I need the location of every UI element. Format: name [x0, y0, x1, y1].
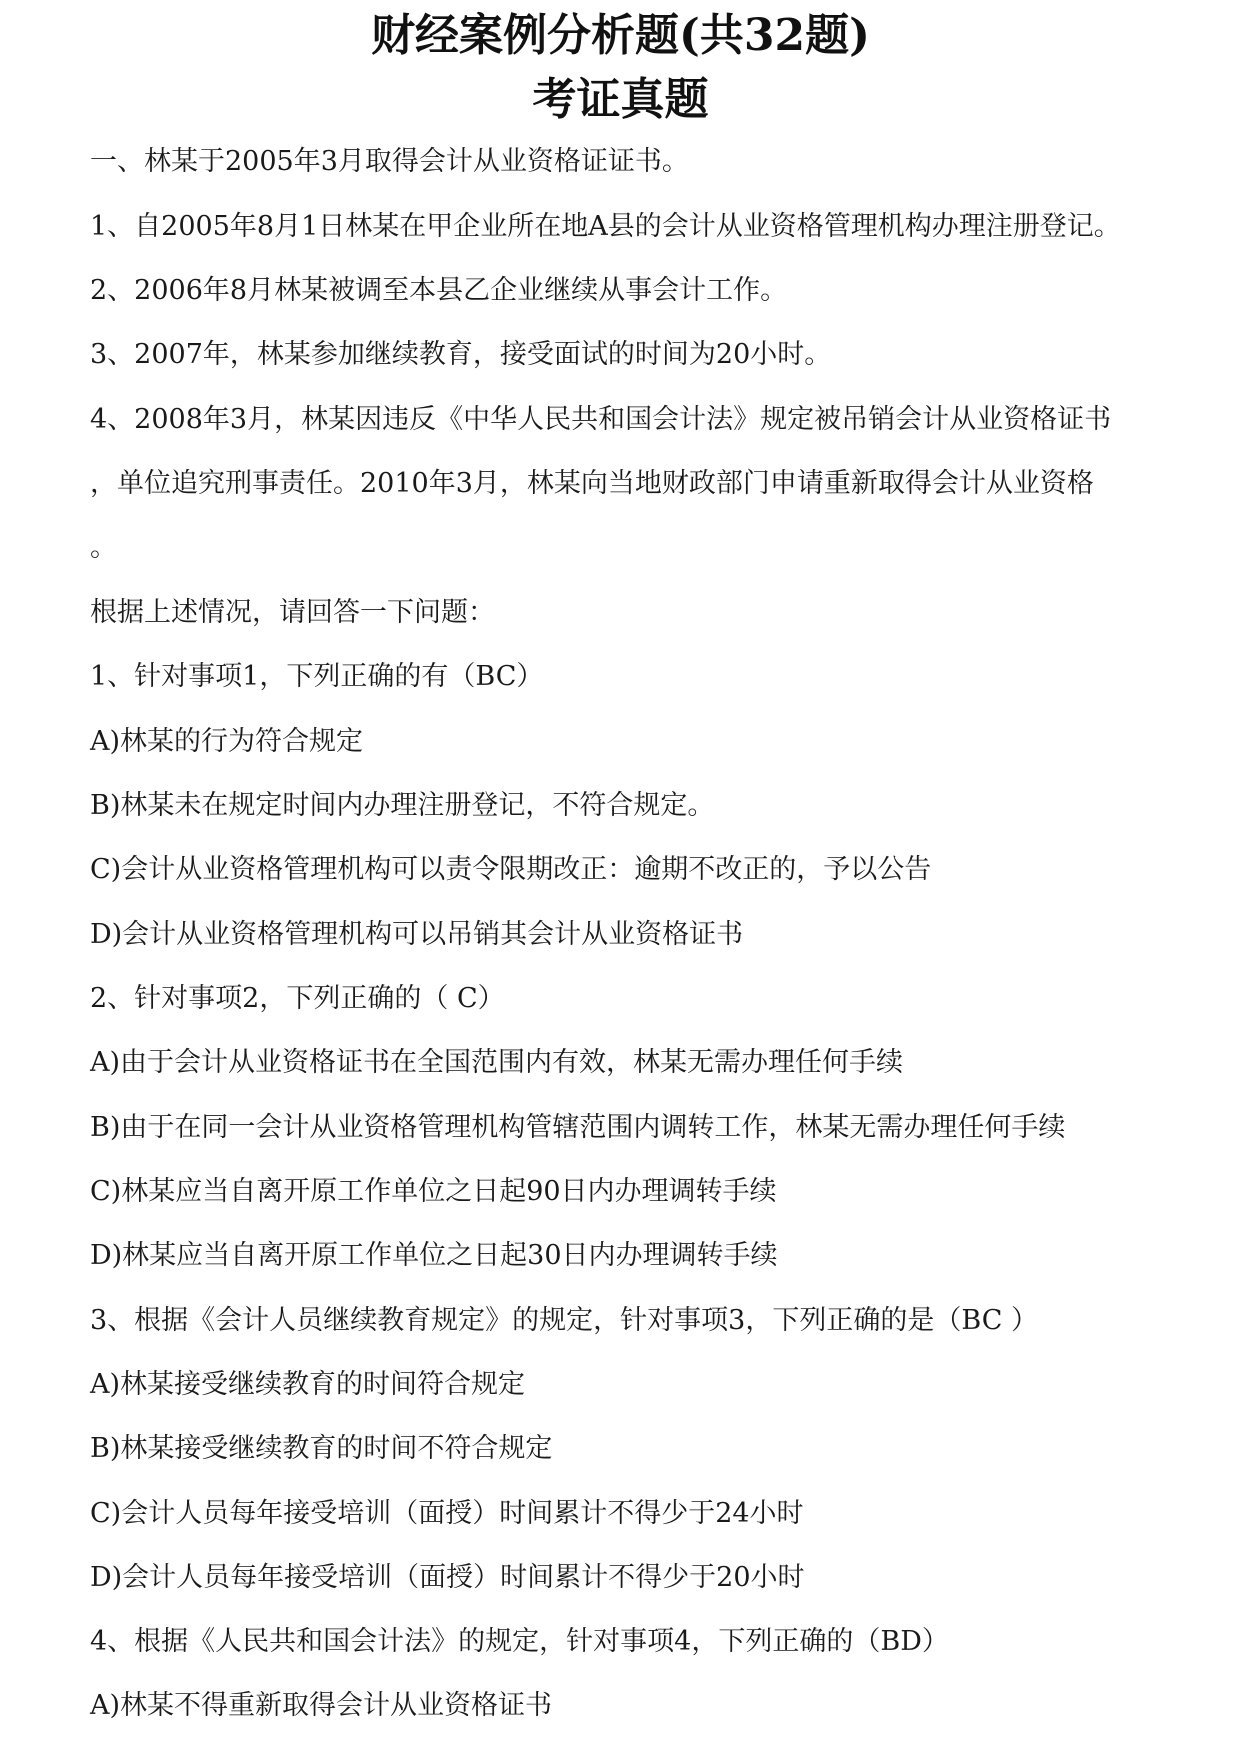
- question-3-option-c: C)会计人员每年接受培训（面授）时间累计不得少于24小时: [90, 1498, 804, 1529]
- question-3-option-b: B)林某接受继续教育的时间不符合规定: [90, 1433, 553, 1464]
- case-intro: 一、林某于2005年3月取得会计从业资格证证书。: [90, 146, 689, 177]
- document-subtitle: 考证真题: [532, 74, 709, 125]
- case-item-4-continued: ，单位追究刑事责任。2010年3月，林某向当地财政部门申请重新取得会计从业资格: [90, 468, 1094, 499]
- question-2-option-d: D)林某应当自离开原工作单位之日起30日内办理调转手续: [90, 1240, 778, 1271]
- question-2-option-b: B)由于在同一会计从业资格管理机构管辖范围内调转工作，林某无需办理任何手续: [90, 1112, 1066, 1143]
- document-title: 财经案例分析题(共32题): [371, 10, 870, 61]
- question-2-option-a: A)由于会计从业资格证书在全国范围内有效，林某无需办理任何手续: [90, 1047, 904, 1078]
- case-item-4: 4、2008年3月，林某因违反《中华人民共和国会计法》规定被吊销会计从业资格证书: [90, 404, 1112, 435]
- question-2-option-c: C)林某应当自离开原工作单位之日起90日内办理调转手续: [90, 1176, 777, 1207]
- case-item-2: 2、2006年8月林某被调至本县乙企业继续从事会计工作。: [90, 275, 788, 306]
- question-1-option-c: C)会计从业资格管理机构可以责令限期改正：逾期不改正的，予以公告: [90, 854, 932, 885]
- question-4-option-a: A)林某不得重新取得会计从业资格证书: [90, 1690, 553, 1721]
- question-4: 4、根据《人民共和国会计法》的规定，针对事项4，下列正确的（BD）: [90, 1626, 949, 1657]
- case-item-1: 1、自2005年8月1日林某在甲企业所在地A县的会计从业资格管理机构办理注册登记。: [90, 211, 1121, 242]
- question-prompt: 根据上述情况，请回答一下问题：: [90, 597, 495, 628]
- question-1-option-a: A)林某的行为符合规定: [90, 726, 364, 757]
- question-3: 3、根据《会计人员继续教育规定》的规定，针对事项3，下列正确的是（BC ）: [90, 1305, 1038, 1336]
- question-1-option-b: B)林某未在规定时间内办理注册登记，不符合规定。: [90, 790, 715, 821]
- case-item-3: 3、2007年，林某参加继续教育，接受面试的时间为20小时。: [90, 339, 832, 370]
- question-1: 1、针对事项1，下列正确的有（BC）: [90, 661, 544, 692]
- question-3-option-d: D)会计人员每年接受培训（面授）时间累计不得少于20小时: [90, 1562, 805, 1593]
- question-1-option-d: D)会计从业资格管理机构可以吊销其会计从业资格证书: [90, 919, 744, 950]
- case-item-4-end: 。: [90, 532, 117, 563]
- question-2: 2、针对事项2，下列正确的（ C）: [90, 983, 505, 1014]
- question-3-option-a: A)林某接受继续教育的时间符合规定: [90, 1369, 526, 1400]
